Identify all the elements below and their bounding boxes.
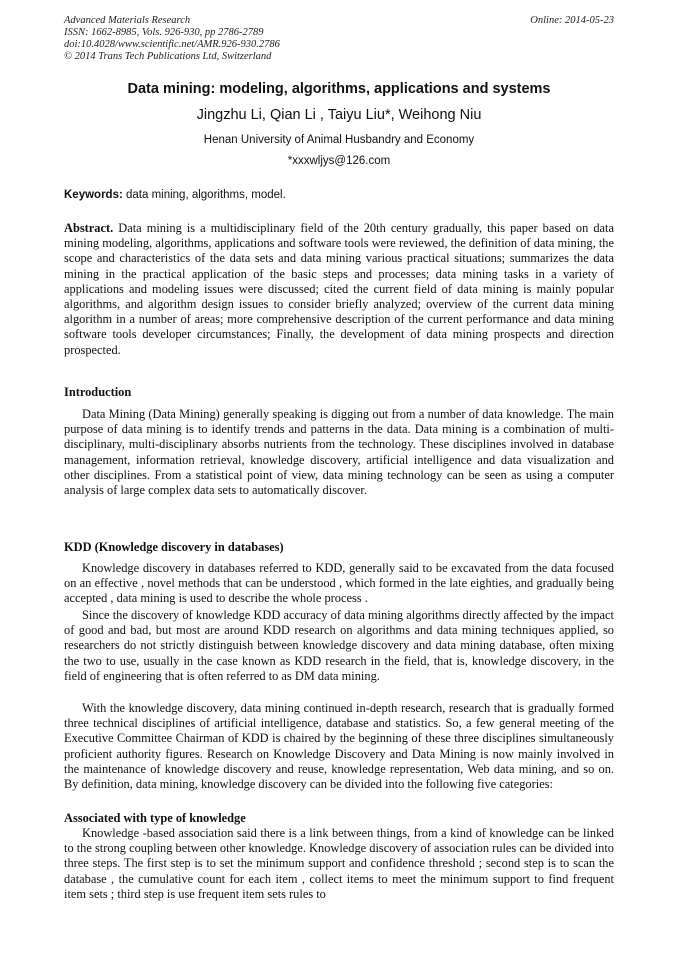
kdd-paragraph-1: Knowledge discovery in databases referred to KDD, generally said to be excavated from the data focused on an effective , novel methods that can be understood , which formed in the late eighties, and gradually being accepted , data mining is used to describe the whole process . (64, 561, 614, 606)
keywords-text: data mining, algorithms, model. (122, 189, 286, 201)
issn-line: ISSN: 1662-8985, Vols. 926-930, pp 2786-2789 (64, 27, 264, 38)
keywords (64, 188, 614, 202)
journal-header (64, 15, 280, 63)
author-list: Jingzhu Li, Qian Li , Taiyu Liu*, Weihong Niu (196, 107, 482, 123)
association-paragraph: Knowledge -based association said there is a link between things, from a kind of knowledge can be linked to the strong coupling between other knowledge. Knowledge discovery of association rules can be divided into three steps. The first step is to set the minimum support and confidence threshold ; second step is to scan the database , the cumulative count for each item , collect items to meet the minimum support to find frequent item sets ; third step is use frequent item sets rules to (64, 826, 614, 901)
author-email: *xxxwljys@126.com (287, 155, 391, 167)
introduction-paragraph: Data Mining (Data Mining) generally speaking is digging out from a number of data knowledge. The main purpose of data mining is to identify trends and patterns in the data. Data mining is a combination of multi-disciplinary, multi-disciplinary absorbs nutrients from the technology. These disciplines involved in database management, information retrieval, knowledge discovery, artificial intelligence and data visualization and other disciplines. From a statistical point of view, data mining technology can be seen as using a computer analysis of large complex data sets to automatically discover. (64, 407, 614, 498)
association-heading: Associated with type of knowledge (64, 811, 246, 825)
online-date: Online: 2014-05-23 (530, 15, 614, 26)
affiliation: Henan University of Animal Husbandry and Economy (203, 134, 475, 146)
abstract-label: Abstract. (64, 221, 114, 235)
kdd-paragraph-2: Since the discovery of knowledge KDD accuracy of data mining algorithms directly affected by the impact of good and bad, but most are around KDD research on algorithms and data mining techniques applied, so researchers do not strictly distinguish between knowledge discovery and data mining database, often mixing the two to use, usually in the case known as KDD research in the field, that is, knowledge discovery, in the field of engineering that is often referred to as DM data mining. (64, 608, 614, 683)
introduction-heading: Introduction (64, 385, 132, 399)
doi-line: doi:10.4028/www.scientific.net/AMR.926-930.2786 (64, 39, 280, 50)
abstract (64, 221, 614, 358)
kdd-heading: KDD (Knowledge discovery in databases) (64, 540, 284, 554)
journal-name: Advanced Materials Research (64, 15, 191, 26)
abstract-text: Data mining is a multidisciplinary field of the 20th century gradually, this paper based on data mining modeling, algorithms, applications and software tools were reviewed, the definition of data mining, the scope and characteristics of the data sets and data mining various practical situations; summarizes the data mining in the practical application of the basic steps and processes; data mining tasks in a variety of applications and modeling issues were discussed; cited the current field of data mining is mainly popular algorithms, and algorithm design issues to consider briefly analyzed; overview of the current data mining algorithm in a number of areas; more comprehensive description of the current performance and data mining software tools developer circumstances; Finally, the development of data mining prospects and direction prospected. (64, 221, 614, 357)
keywords-label: Keywords: (64, 189, 123, 201)
paper-title: Data mining: modeling, algorithms, applications and systems (127, 81, 551, 97)
copyright-line: © 2014 Trans Tech Publications Ltd, Switzerland (64, 51, 272, 62)
kdd-paragraph-3: With the knowledge discovery, data mining continued in-depth research, research that is gradually formed three technical disciplines of artificial intelligence, database and statistics. So, a few general meeting of the Executive Committee Chairman of KDD is chaired by the beginning of these three disciplines simultaneously proficient authority figures. Research on Knowledge Discovery and Data Mining is now mainly involved in the maintenance of knowledge discovery and reuse, knowledge representation, Web data mining, and so on. By definition, data mining, knowledge discovery can be divided into the following five categories: (64, 701, 614, 792)
